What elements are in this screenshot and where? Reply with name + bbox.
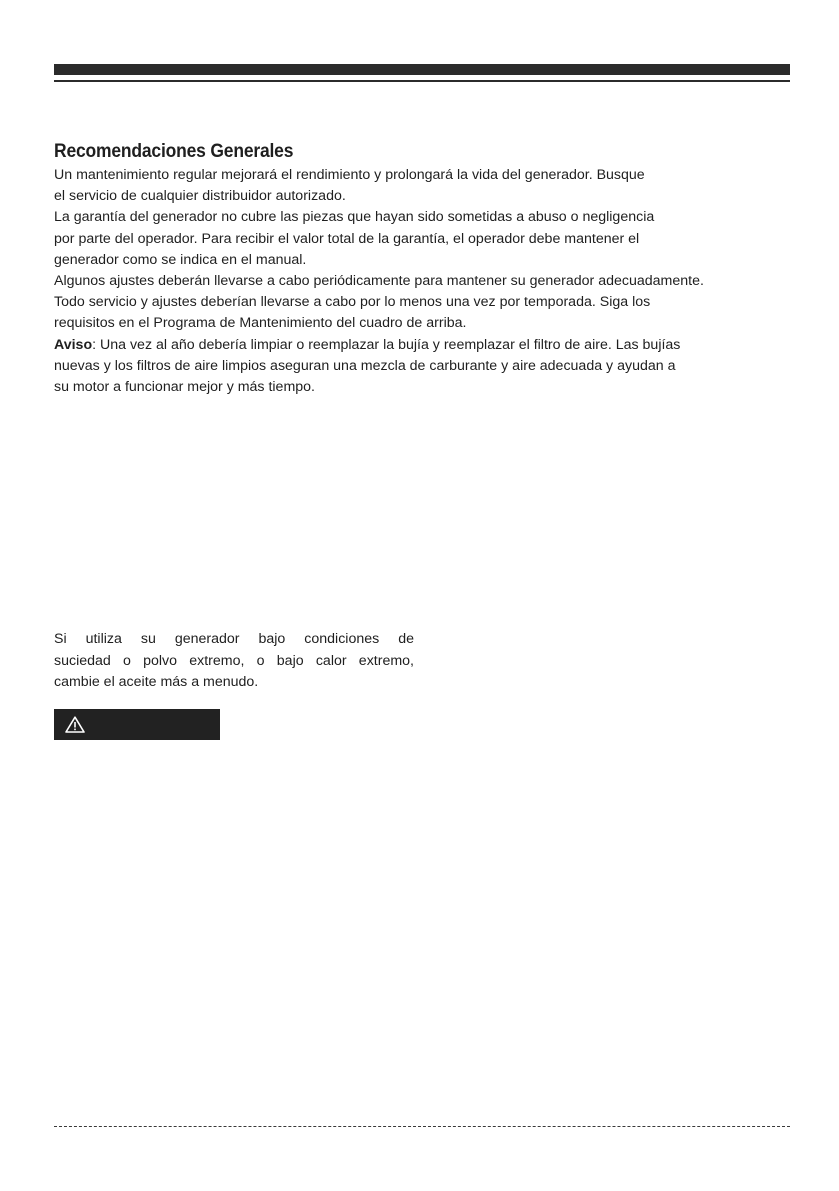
notice-line: su motor a funcionar mejor y más tiempo. (54, 379, 315, 396)
note-line: suciedad o polvo extremo, o bajo calor extremo, (54, 652, 414, 669)
paragraph-line: generador como se indica en el manual. (54, 251, 307, 268)
notice-label: Aviso (54, 336, 93, 353)
section-heading: Recomendaciones Generales (54, 141, 294, 162)
paragraph-line: Todo servicio y ajustes deberían llevarse a cabo por lo menos una vez por temporada. Siga los (54, 294, 651, 311)
note-line: Si utiliza su generador bajo condiciones de (54, 631, 414, 647)
paragraph-line: requisitos en el Programa de Mantenimiento del cuadro de arriba. (54, 315, 467, 332)
warning-triangle-icon (65, 716, 85, 733)
notice-text: : Una vez al año debería limpiar o reemplazar la bujía y reemplazar el filtro de aire. Las bujías (92, 336, 681, 353)
note-line: cambie el aceite más a menudo. (54, 674, 259, 690)
notice-line: nuevas y los filtros de aire limpios aseguran una mezcla de carburante y aire adecuada y ayudan a (54, 357, 676, 374)
header-rule-thick (54, 64, 790, 75)
paragraph-line: el servicio de cualquier distribuidor autorizado. (54, 188, 346, 205)
header-rule-thin (54, 80, 790, 82)
oil-change-note (54, 629, 414, 694)
notice-line (54, 335, 814, 356)
paragraph-line: La garantía del generador no cubre las piezas que hayan sido sometidas a abuso o negligencia (54, 209, 655, 226)
general-recommendations-text (54, 165, 814, 398)
footer-rule (54, 1126, 790, 1127)
paragraph-line: Algunos ajustes deberán llevarse a cabo periódicamente para mantener su generador adecuadamente. (54, 273, 704, 290)
warning-banner (54, 709, 220, 740)
paragraph-line: por parte del operador. Para recibir el valor total de la garantía, el operador debe mantener el (54, 230, 640, 247)
paragraph-line: Un mantenimiento regular mejorará el rendimiento y prolongará la vida del generador. Busque (54, 167, 645, 183)
